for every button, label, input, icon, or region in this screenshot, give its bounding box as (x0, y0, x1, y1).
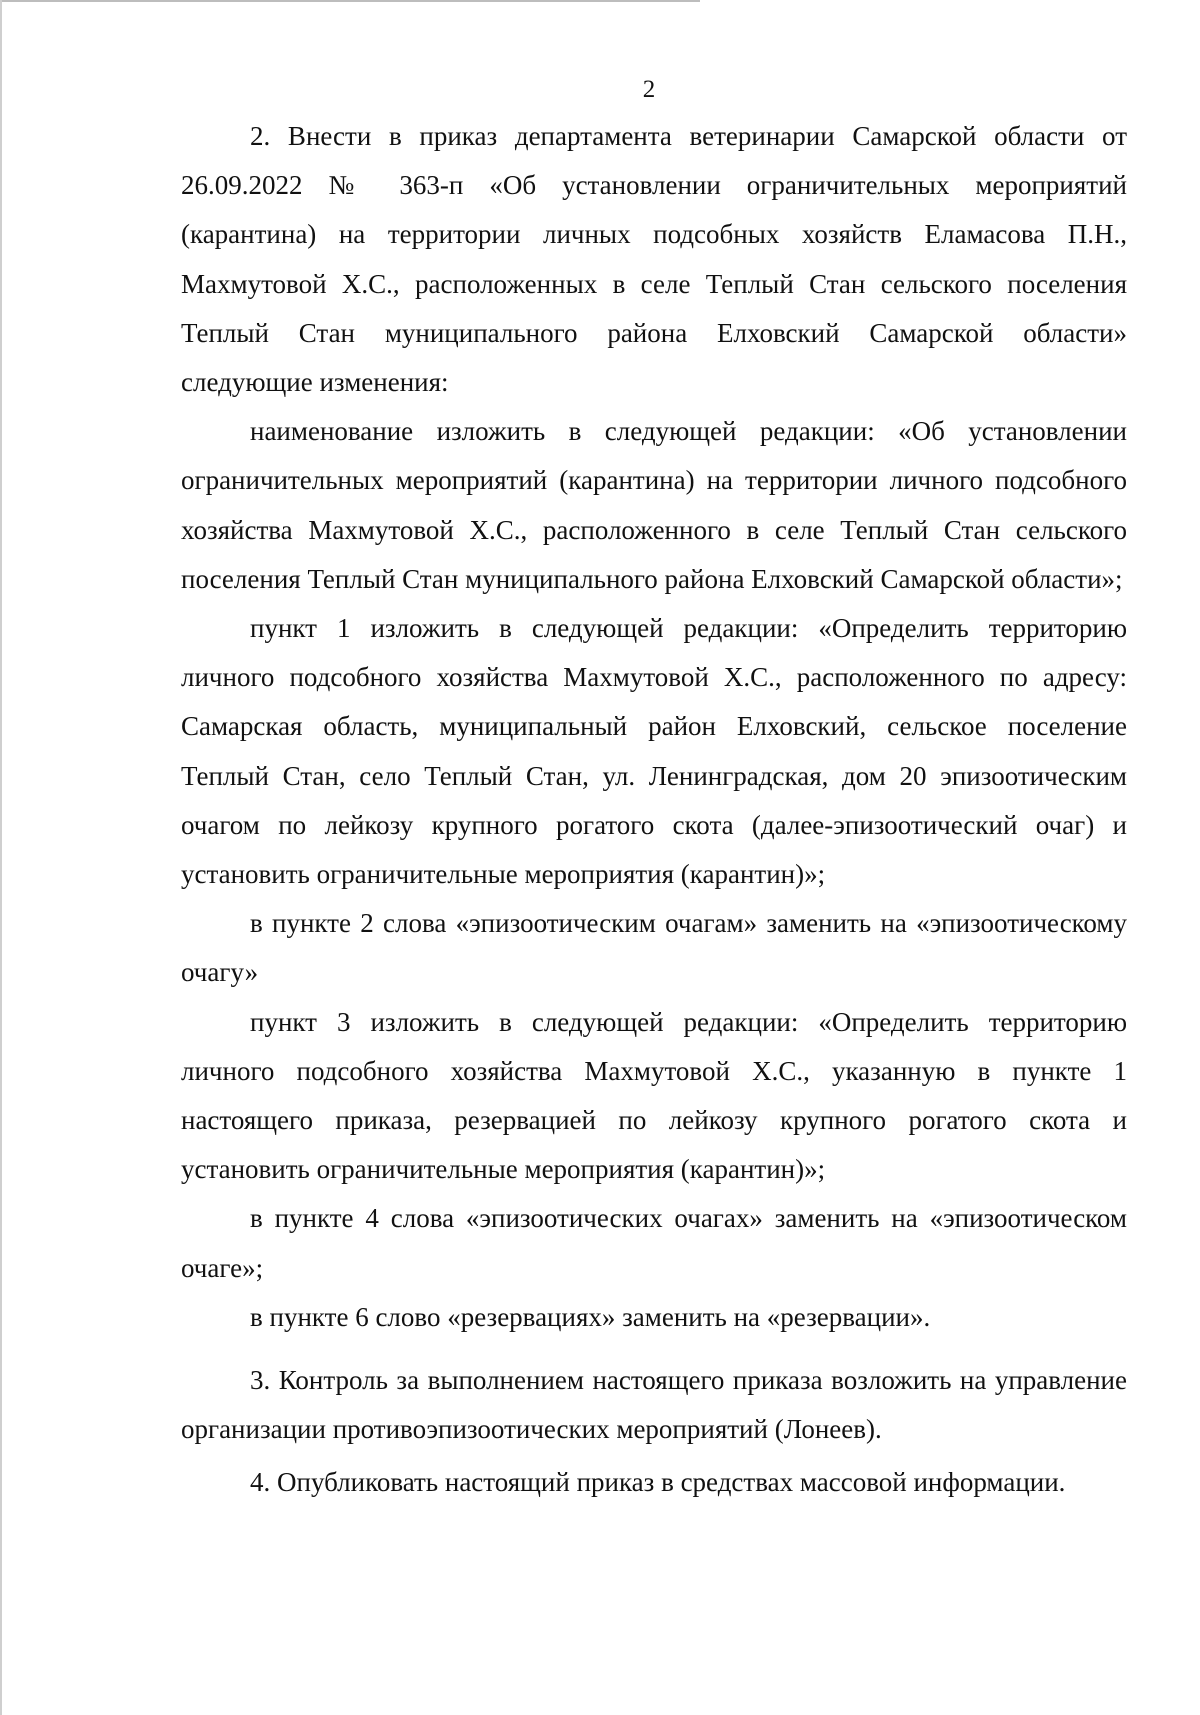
paragraph-title-change: наименование изложить в следующей редакции: «Об установлении ограничительных мероприятий (карантина) на территории личного подсобного хозяйства Махмутовой Х.С., расположенного в селе Теплый Стан сельского поселения Теплый Стан муниципального района Елховский Самарской области»; (181, 416, 1127, 594)
paragraph-4-publish: 4. Опубликовать настоящий приказ в средствах массовой информации. (250, 1467, 1066, 1498)
paragraph-point-1-change: пункт 1 изложить в следующей редакции: «Определить территорию личного подсобного хозяйства Махмутовой Х.С., расположенного по адресу: Самарская область, муниципальный район Елховский, сельское поселение Теплый Стан, село Теплый Стан, ул. Ленинградская, дом 20 эпизоотическим очагом по лейкозу крупного рогатого скота (далее-эпизоотический очаг) и установить ограничительные мероприятия (карантин)»; (181, 613, 1127, 890)
paragraph-2-amendment: 2. Внести в приказ департамента ветеринарии Самарской области от 26.09.2022 № 363-п «Об установлении ограничительных мероприятий (карантина) на территории личных подсобных хозяйств Еламасова П.Н., Махмутовой Х.С., расположенных в селе Теплый Стан сельского поселения Теплый Стан муниципального района Елховский Самарской области» следующие изменения: (181, 121, 1127, 398)
scan-top-edge (0, 0, 700, 2)
page-number: 2 (642, 76, 656, 103)
document-body (181, 112, 1127, 1508)
paragraph-3-control: 3. Контроль за выполнением настоящего приказа возложить на управление организации противоэпизоотических мероприятий (Лонеев). (181, 1365, 1127, 1445)
paragraph-point-4-change: в пункте 4 слова «эпизоотических очагах» заменить на «эпизоотическом очаге»; (181, 1203, 1127, 1283)
scan-left-edge (0, 0, 2, 1715)
paragraph-point-6-change: в пункте 6 слово «резервациях» заменить на «резервации». (250, 1301, 931, 1332)
paragraph-point-2-change: в пункте 2 слова «эпизоотическим очагам» заменить на «эпизоотическому очагу» (181, 908, 1127, 988)
paragraph-point-3-change: пункт 3 изложить в следующей редакции: «Определить территорию личного подсобного хозяйства Махмутовой Х.С., указанную в пункте 1 настоящего приказа, резервацией по лейкозу крупного рогатого скота и установить ограничительные мероприятия (карантин)»; (181, 1006, 1127, 1185)
